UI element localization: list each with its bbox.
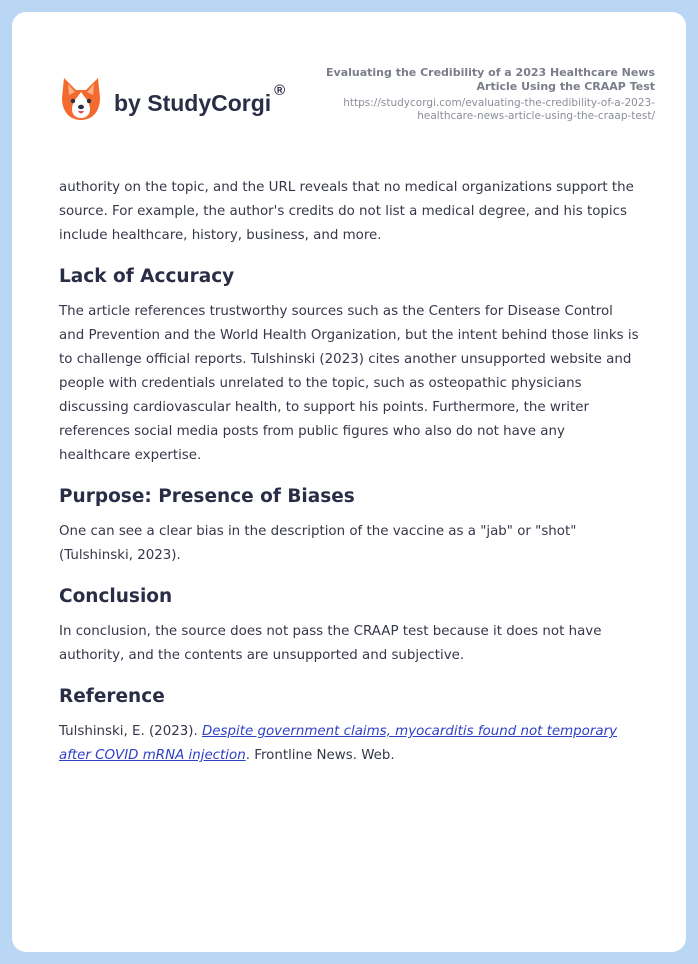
article-body bbox=[59, 176, 639, 768]
intro-paragraph: authority on the topic, and the URL reveals that no medical organizations support the source. For example, the author's credits do not list a medical degree, and his topics include healthcare, history, business, and more. bbox=[59, 180, 634, 243]
studycorgi-logo[interactable] bbox=[60, 76, 285, 122]
document-meta bbox=[310, 66, 655, 123]
section-heading-conclusion: Conclusion bbox=[59, 586, 173, 607]
section-text-purpose: One can see a clear bias in the description of the vaccine as a "jab" or "shot" (Tulshinski, 2023). bbox=[59, 524, 577, 563]
document-title: Evaluating the Credibility of a 2023 Healthcare News Article Using the CRAAP Test bbox=[326, 66, 655, 93]
section-heading-accuracy: Lack of Accuracy bbox=[59, 266, 235, 287]
document-page bbox=[12, 12, 686, 952]
section-heading-purpose: Purpose: Presence of Biases bbox=[59, 486, 355, 507]
reference-link[interactable]: Despite government claims, myocarditis found not temporary after COVID mRNA injection bbox=[59, 724, 618, 763]
document-url[interactable]: https://studycorgi.com/evaluating-the-credibility-of-a-2023-healthcare-news-article-using-the-craap-test/ bbox=[343, 97, 655, 122]
corgi-logo-icon bbox=[60, 76, 102, 122]
section-heading-reference: Reference bbox=[59, 686, 165, 707]
reference-entry: Tulshinski, E. (2023). Despite government claims, myocarditis found not temporary after COVID mRNA injection. Frontline News. Web. bbox=[59, 724, 618, 763]
section-text-accuracy: The article references trustworthy sources such as the Centers for Disease Control and Prevention and the World Health Organization, but the intent behind those links is to challenge official reports. Tulshinski (2023) cites another unsupported website and people with credentials unrelated to the topic, such as osteopathic physicians discussing cardiovascular health, to support his points. Furthermore, the writer references social media posts from public figures who also do not have any healthcare expertise. bbox=[59, 304, 639, 463]
brand-name: by StudyCorgi ® bbox=[114, 81, 286, 116]
section-text-conclusion: In conclusion, the source does not pass the CRAAP test because it does not have authority, and the contents are unsupported and subjective. bbox=[59, 624, 602, 663]
